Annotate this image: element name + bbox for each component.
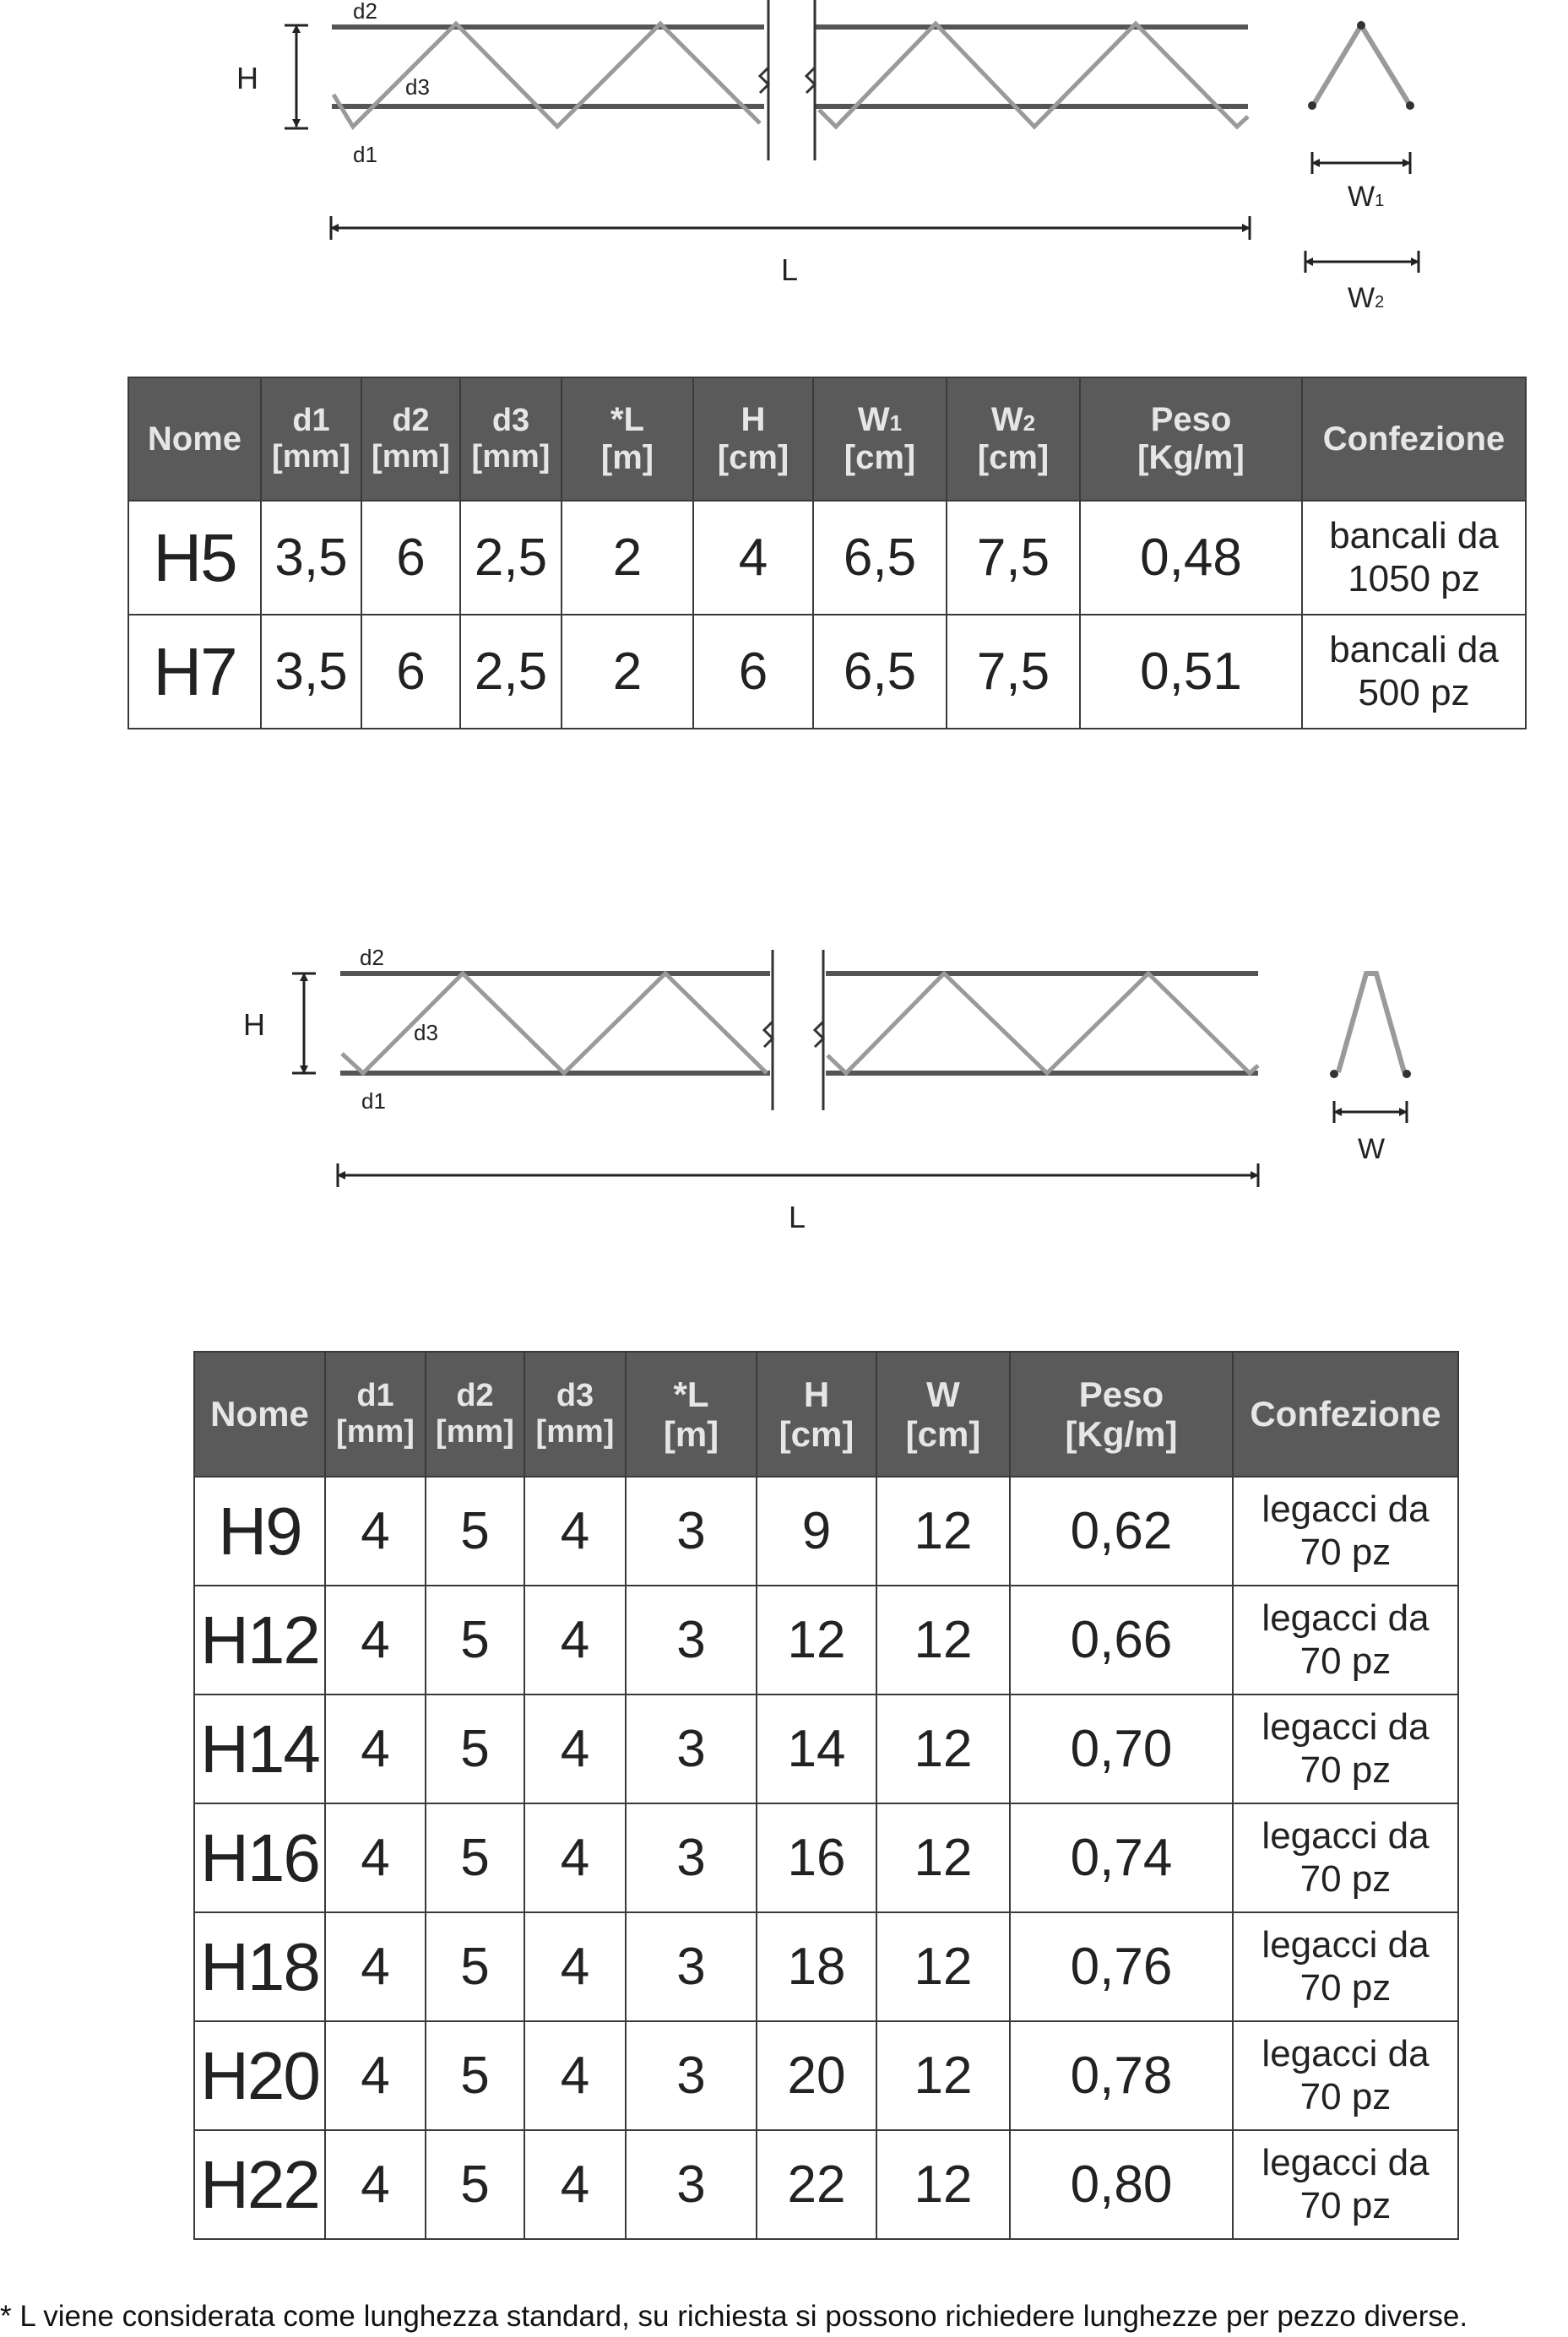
cell-confezione: bancali da 500 pz	[1302, 615, 1526, 729]
cell-w: 12	[876, 1912, 1010, 2021]
cell-nome: H16	[194, 1803, 325, 1912]
cell-confezione: legacci da 70 pz	[1233, 2021, 1458, 2130]
header-w2: W2 [cm]	[947, 377, 1080, 501]
spec-table-h9-h22	[193, 1351, 1459, 2240]
table-row	[194, 1912, 1458, 2021]
l-dimension-label: L	[781, 252, 799, 287]
truss-cross-section	[1330, 973, 1411, 1165]
d3-label: d3	[405, 74, 430, 100]
cell-d2: 5	[426, 2130, 524, 2239]
table-row	[194, 1803, 1458, 1912]
table-header-row	[128, 377, 1526, 501]
cell-peso: 0,62	[1010, 1477, 1233, 1586]
cell-w: 12	[876, 1586, 1010, 1694]
header-nome: Nome	[128, 377, 261, 501]
header-confezione: Confezione	[1233, 1352, 1458, 1477]
d1-label: d1	[353, 142, 377, 167]
d2-label: d2	[360, 945, 384, 970]
cell-w: 12	[876, 1694, 1010, 1803]
cell-h: 18	[757, 1912, 876, 2021]
header-d2: d2 [mm]	[361, 377, 460, 501]
header-d1: d1 [mm]	[325, 1352, 426, 1477]
cell-d3: 4	[524, 1803, 626, 1912]
cell-peso: 0,51	[1080, 615, 1302, 729]
cell-confezione: bancali da 1050 pz	[1302, 501, 1526, 615]
cell-nome: H7	[128, 615, 261, 729]
cell-h: 22	[757, 2130, 876, 2239]
cell-peso: 0,70	[1010, 1694, 1233, 1803]
cell-l: 3	[626, 1586, 757, 1694]
cell-w: 12	[876, 2130, 1010, 2239]
table-row	[128, 501, 1526, 615]
cell-d3: 4	[524, 1586, 626, 1694]
cell-w1: 6,5	[813, 501, 947, 615]
table-row	[194, 2130, 1458, 2239]
w2-label: W2	[1348, 282, 1385, 314]
cell-peso: 0,48	[1080, 501, 1302, 615]
header-d3: d3 [mm]	[460, 377, 562, 501]
cell-confezione: legacci da 70 pz	[1233, 1694, 1458, 1803]
cell-peso: 0,76	[1010, 1912, 1233, 2021]
cell-l: 3	[626, 2130, 757, 2239]
cell-h: 12	[757, 1586, 876, 1694]
table-row	[194, 1694, 1458, 1803]
cell-d1: 3,5	[261, 501, 361, 615]
header-peso: Peso [Kg/m]	[1080, 377, 1302, 501]
cell-d1: 4	[325, 2130, 426, 2239]
header-h: H [cm]	[693, 377, 813, 501]
cell-d3: 4	[524, 1912, 626, 2021]
cell-confezione: legacci da 70 pz	[1233, 1912, 1458, 2021]
w1-label: W1	[1348, 181, 1385, 213]
cell-peso: 0,80	[1010, 2130, 1233, 2239]
cell-d2: 5	[426, 1694, 524, 1803]
header-d1: d1 [mm]	[261, 377, 361, 501]
table-row	[128, 615, 1526, 729]
cell-d2: 5	[426, 1912, 524, 2021]
cell-nome: H14	[194, 1694, 325, 1803]
cell-l: 3	[626, 1912, 757, 2021]
cell-w1: 6,5	[813, 615, 947, 729]
cell-d1: 4	[325, 1586, 426, 1694]
cell-d3: 2,5	[460, 501, 562, 615]
d3-label: d3	[414, 1020, 438, 1045]
w-label: W	[1358, 1133, 1386, 1165]
cell-w2: 7,5	[947, 501, 1080, 615]
cell-nome: H22	[194, 2130, 325, 2239]
h-dimension-label: H	[243, 1007, 265, 1042]
header-peso: Peso [Kg/m]	[1010, 1352, 1233, 1477]
cell-l: 3	[626, 1803, 757, 1912]
cell-h: 14	[757, 1694, 876, 1803]
cell-d3: 4	[524, 1694, 626, 1803]
header-d2: d2 [mm]	[426, 1352, 524, 1477]
cell-d3: 4	[524, 1477, 626, 1586]
cell-d1: 4	[325, 1694, 426, 1803]
cell-nome: H12	[194, 1586, 325, 1694]
header-nome: Nome	[194, 1352, 325, 1477]
cell-d2: 5	[426, 1586, 524, 1694]
cell-d2: 6	[361, 615, 460, 729]
cell-d1: 4	[325, 1912, 426, 2021]
cell-peso: 0,78	[1010, 2021, 1233, 2130]
l-dimension-label: L	[789, 1200, 806, 1234]
table-row	[194, 1586, 1458, 1694]
spec-table-h5-h7	[128, 377, 1527, 729]
cell-w2: 7,5	[947, 615, 1080, 729]
cell-h: 9	[757, 1477, 876, 1586]
cell-nome: H18	[194, 1912, 325, 2021]
cell-l: 3	[626, 1694, 757, 1803]
d2-label: d2	[353, 0, 377, 24]
cell-d1: 4	[325, 1477, 426, 1586]
cell-l: 2	[562, 615, 693, 729]
table-row	[194, 1477, 1458, 1586]
header-d3: d3 [mm]	[524, 1352, 626, 1477]
truss-side-view	[236, 0, 1250, 287]
h-dimension-label: H	[236, 61, 258, 95]
cell-d2: 6	[361, 501, 460, 615]
header-w: W [cm]	[876, 1352, 1010, 1477]
cell-d2: 5	[426, 1477, 524, 1586]
cell-h: 16	[757, 1803, 876, 1912]
cell-h: 4	[693, 501, 813, 615]
cell-nome: H20	[194, 2021, 325, 2130]
truss-diagram-bottom	[0, 937, 1568, 1258]
cell-w: 12	[876, 2021, 1010, 2130]
cell-l: 3	[626, 1477, 757, 1586]
truss-diagram-top	[0, 0, 1568, 321]
header-h: H [cm]	[757, 1352, 876, 1477]
table-row	[194, 2021, 1458, 2130]
cell-confezione: legacci da 70 pz	[1233, 2130, 1458, 2239]
truss-side-view	[243, 945, 1258, 1234]
header-confezione: Confezione	[1302, 377, 1526, 501]
header-l: *L [m]	[562, 377, 693, 501]
cell-nome: H9	[194, 1477, 325, 1586]
header-l: *L [m]	[626, 1352, 757, 1477]
cell-confezione: legacci da 70 pz	[1233, 1477, 1458, 1586]
cell-nome: H5	[128, 501, 261, 615]
cell-d1: 3,5	[261, 615, 361, 729]
cell-d2: 5	[426, 1803, 524, 1912]
cell-d1: 4	[325, 2021, 426, 2130]
header-w1: W1 [cm]	[813, 377, 947, 501]
d1-label: d1	[361, 1088, 386, 1114]
truss-cross-section	[1305, 21, 1419, 314]
cell-d2: 5	[426, 2021, 524, 2130]
cell-d3: 4	[524, 2130, 626, 2239]
cell-d3: 4	[524, 2021, 626, 2130]
cell-d1: 4	[325, 1803, 426, 1912]
cell-confezione: legacci da 70 pz	[1233, 1586, 1458, 1694]
table-header-row	[194, 1352, 1458, 1477]
cell-w: 12	[876, 1477, 1010, 1586]
cell-l: 3	[626, 2021, 757, 2130]
cell-l: 2	[562, 501, 693, 615]
cell-d3: 2,5	[460, 615, 562, 729]
cell-peso: 0,74	[1010, 1803, 1233, 1912]
cell-w: 12	[876, 1803, 1010, 1912]
cell-confezione: legacci da 70 pz	[1233, 1803, 1458, 1912]
footnote: * L viene considerata come lunghezza standard, su richiesta si possono richiedere lunghezze per pezzo diverse.	[0, 2300, 1468, 2333]
cell-h: 6	[693, 615, 813, 729]
cell-peso: 0,66	[1010, 1586, 1233, 1694]
cell-h: 20	[757, 2021, 876, 2130]
